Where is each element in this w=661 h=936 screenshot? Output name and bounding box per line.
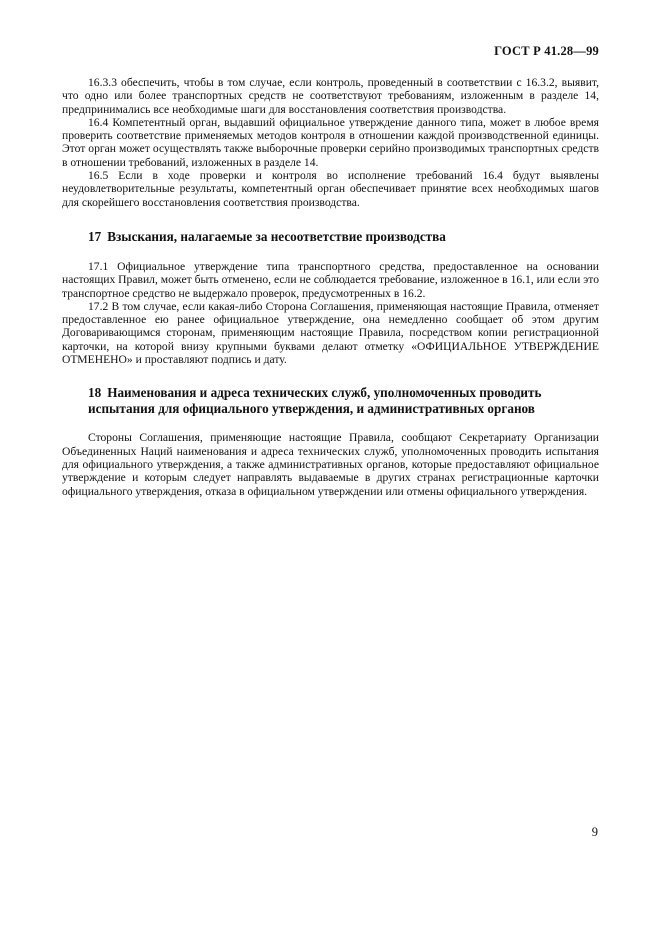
- document-code-header: ГОСТ Р 41.28—99: [494, 44, 599, 58]
- paragraph-16-4: 16.4 Компетентный орган, выдавший официальное утверждение данного типа, может в любое время проверить соответствие применяемых методов контроля в отношении каждой производственной единицы. Этот орган может осуществлять также выборочные проверки серийно производимых транспортных средств в отношении требований, изложенных в разделе 14.: [62, 115, 599, 169]
- section-17-title: Взыскания, налагаемые за несоответствие производства: [107, 228, 446, 244]
- paragraph-18-body: Стороны Соглашения, применяющие настоящие Правила, сообщают Секретариату Организации Объединенных Наций наименования и адреса технических служб, уполномоченных проводить испытания для официального утверждения, а также административных органов, которые предоставляют официальное утверждение и которым следует направлять выдаваемые в других странах регистрационные карточки официального утверждения, отказа в официальном утверждении или отмены официального утверждения.: [62, 431, 599, 498]
- paragraph-17-2: 17.2 В том случае, если какая-либо Сторона Соглашения, применяющая настоящие Правила, отменяет предоставленное ею ранее официальное утверждение, она немедленно сообщает об этом другим Договаривающимся сторонам, применяющим настоящие Правила, посредством копии регистрационной карточки, на которой внизу крупными буквами делают отметку «ОФИЦИАЛЬНОЕ УТВЕРЖДЕНИЕ ОТМЕНЕНО» и проставляют подпись и дату.: [62, 299, 599, 367]
- section-17-heading: [62, 229, 599, 245]
- paragraph-16-5: 16.5 Если в ходе проверки и контроля во исполнение требований 16.4 будут выявлены неудовлетворительные результаты, компетентный орган обеспечивает принятие всех необходимых шагов для скорейшего восстановления соответствия производства.: [62, 169, 599, 209]
- section-17-number: 17: [88, 228, 102, 244]
- page-number: 9: [591, 825, 598, 839]
- section-18-heading: [62, 385, 599, 417]
- paragraph-17-1: 17.1 Официальное утверждение типа транспортного средства, предоставленное на основании настоящих Правил, может быть отменено, если не соблюдается требование, изложенное в 16.1, или если это транспортное средство не выдержало проверок, предусмотренных в 16.2.: [62, 259, 599, 300]
- section-18-number: 18: [88, 385, 102, 401]
- paragraph-16-3-3: 16.3.3 обеспечить, чтобы в том случае, если контроль, проведенный в соответствии с 16.3.2, выявит, что одно или более транспортных средств не соответствуют требованиям, изложенным в разделе 14, предпринимались все необходимые шаги для восстановления соответствия производства.: [62, 76, 599, 116]
- section-18-title-line-2: испытания для официального утверждения, и административных органов: [88, 401, 535, 417]
- document-body: [62, 76, 599, 498]
- section-18-title-line-1: [88, 385, 599, 401]
- section-18-title-part-1: Наименования и адреса технических служб, уполномоченных проводить: [107, 385, 542, 401]
